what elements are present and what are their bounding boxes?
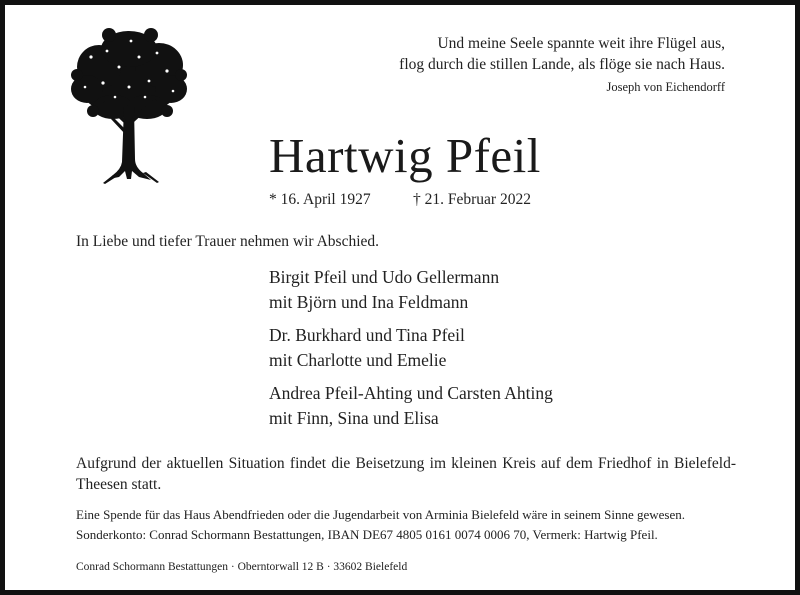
death-date: † 21. Februar 2022 (413, 191, 531, 208)
farewell-intro: In Liebe und tiefer Trauer nehmen wir Abschied. (76, 233, 380, 250)
mourner-line: Andrea Pfeil-Ahting und Carsten Ahting (269, 383, 553, 403)
donation-notice (76, 505, 746, 545)
mourner-line: mit Finn, Sina und Elisa (269, 408, 439, 428)
mourner-group (269, 323, 689, 373)
mourner-group (269, 265, 689, 315)
quote-line-1: Und meine Seele spannte weit ihre Flügel aus, (437, 35, 725, 52)
mourners-list (269, 265, 689, 439)
mourner-line: mit Charlotte und Emelie (269, 350, 447, 370)
mourner-line: Dr. Burkhard und Tina Pfeil (269, 325, 465, 345)
tree-icon (69, 27, 189, 187)
mourner-line: Birgit Pfeil und Udo Gellermann (269, 267, 500, 287)
donation-line-2: Sonderkonto: Conrad Schormann Bestattungen, IBAN DE67 4805 0161 0074 0006 70, Vermerk: Hartwig Pfeil. (76, 527, 658, 542)
birth-date: * 16. April 1927 (269, 191, 371, 208)
funeral-home-footer: Conrad Schormann Bestattungen · Oberntorwall 12 B · 33602 Bielefeld (76, 561, 408, 573)
mourner-group (269, 381, 689, 431)
quote-author: Joseph von Eichendorff (606, 80, 725, 94)
quote-line-2: flog durch die stillen Lande, als flöge sie nach Haus. (399, 56, 725, 73)
eichendorff-quote (305, 33, 725, 75)
donation-line-1: Eine Spende für das Haus Abendfrieden oder die Jugendarbeit von Arminia Bielefeld wäre in seinem Sinne gewesen. (76, 507, 686, 522)
deceased-name: Hartwig Pfeil (269, 128, 541, 183)
mourner-line: mit Björn und Ina Feldmann (269, 292, 469, 312)
burial-notice: Aufgrund der aktuellen Situation findet die Beisetzung im kleinen Kreis auf dem Friedhof in Bielefeld-Theesen statt. (76, 455, 736, 493)
